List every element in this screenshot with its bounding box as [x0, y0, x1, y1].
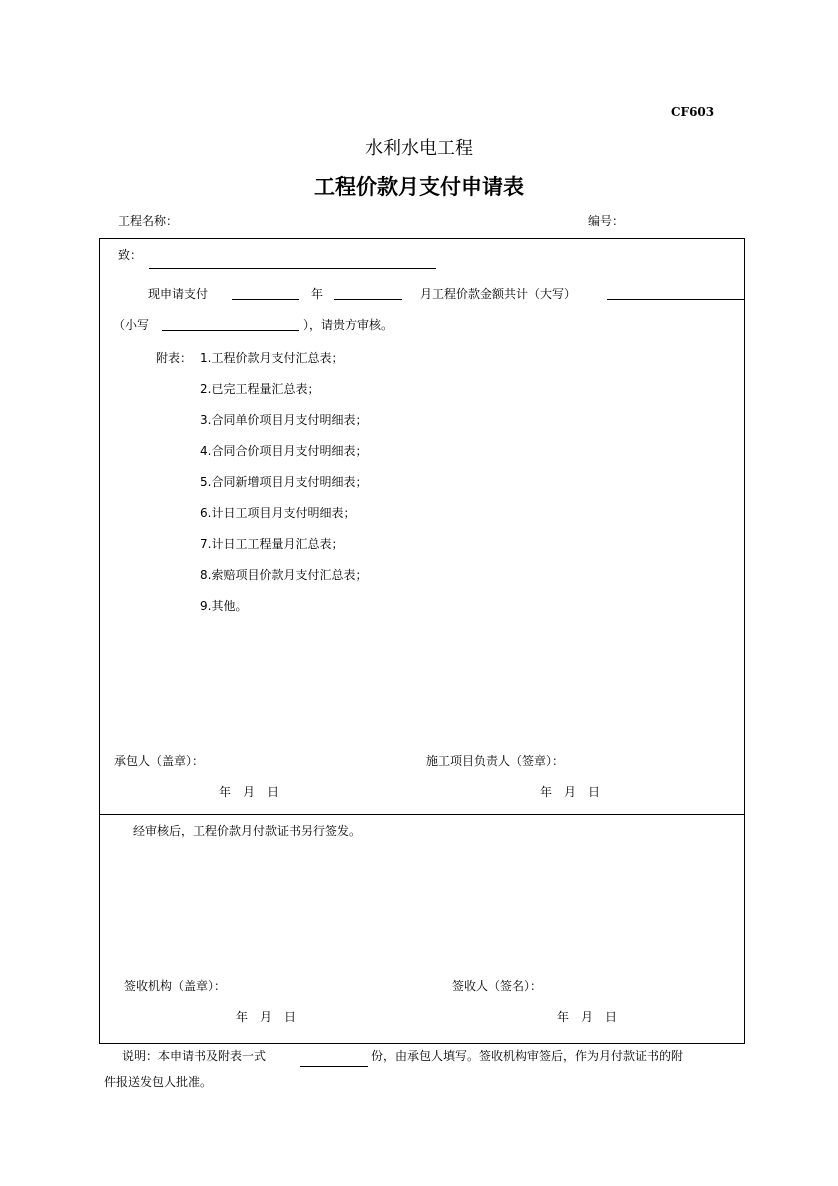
please-review-text: ），请贵方审核。 — [303, 318, 394, 332]
form-code: CF603 — [671, 105, 715, 119]
attachment-item: 2.已完工程量汇总表； — [200, 382, 320, 396]
amount-lowercase-field[interactable] — [162, 330, 299, 331]
contractor-date: 年 月 日 — [219, 785, 280, 799]
copies-field[interactable] — [300, 1066, 368, 1067]
attachment-item: 1.工程价款月支付汇总表； — [200, 351, 344, 365]
attachment-item: 7.计日工工程量月汇总表； — [200, 537, 344, 551]
to-field[interactable] — [149, 268, 436, 269]
manager-sign-label: 施工项目负责人（签章）： — [426, 754, 565, 768]
note-text-a: 说明：本申请书及附表一式 — [122, 1049, 267, 1063]
receiving-org-label: 签收机构（盖章）： — [124, 979, 227, 993]
amount-uppercase-field[interactable] — [607, 299, 744, 300]
manager-date: 年 月 日 — [540, 785, 601, 799]
note-text-b: 份，由承包人填写。签收机构审签后，作为月付款证书的附 — [371, 1049, 684, 1063]
contractor-seal-label: 承包人（盖章）： — [114, 754, 205, 768]
note-text-line2: 件报送发包人批准。 — [104, 1075, 213, 1089]
attachment-item: 5.合同新增项目月支付明细表； — [200, 475, 368, 489]
year-field[interactable] — [232, 299, 299, 300]
number-label: 编号： — [588, 214, 625, 228]
attachment-item: 3.合同单价项目月支付明细表； — [200, 413, 368, 427]
receiver-label: 签收人（签名）： — [452, 979, 543, 993]
to-label: 致： — [118, 248, 143, 262]
attachment-item: 9.其他。 — [200, 599, 248, 613]
section-divider — [99, 814, 744, 815]
attachment-item: 6.计日工项目月支付明细表； — [200, 506, 356, 520]
page-title: 工程价款月支付申请表 — [314, 175, 524, 199]
review-note: 经审核后，工程价款月付款证书另行签发。 — [133, 824, 362, 838]
month-field[interactable] — [334, 299, 402, 300]
receiver-date: 年 月 日 — [557, 1010, 618, 1024]
receiving-org-date: 年 月 日 — [236, 1010, 297, 1024]
year-label: 年 — [311, 287, 324, 301]
lowercase-label: （小写 — [113, 318, 150, 332]
form-box — [99, 238, 745, 1044]
attachment-item: 4.合同合价项目月支付明细表； — [200, 444, 368, 458]
request-prefix: 现申请支付 — [148, 287, 209, 301]
month-amount-label: 月工程价款金额共计（大写） — [420, 287, 577, 301]
title-line1: 水利水电工程 — [365, 138, 473, 159]
attachments-label: 附表： — [156, 351, 193, 365]
project-name-label: 工程名称： — [118, 214, 179, 228]
attachment-item: 8.索赔项目价款月支付汇总表； — [200, 568, 368, 582]
